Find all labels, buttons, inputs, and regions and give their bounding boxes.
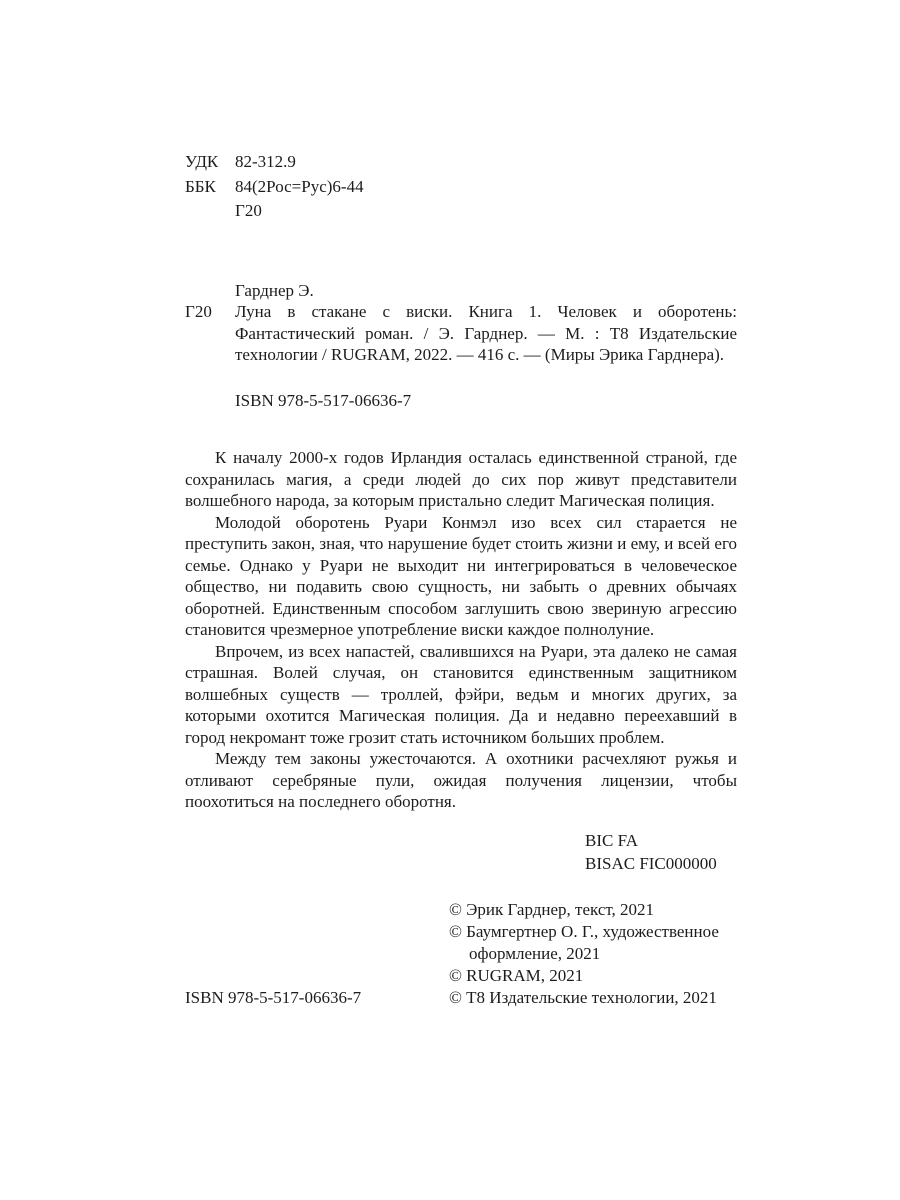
udk-label: УДК (185, 152, 219, 171)
annotation-paragraph: Между тем законы ужесточаются. А охотники расчехляют ружья и отливают серебряные пули, ожидая получения лицензии, чтобы поохотиться на последнего оборотня. (185, 749, 737, 811)
trade-codes-block (585, 829, 737, 875)
bic-code: BIC FA (585, 830, 639, 850)
bbk-row (185, 175, 737, 200)
udk-value: 82-312.9 (235, 152, 296, 171)
isbn-line: ISBN 978-5-517-06636-7 (235, 390, 412, 410)
copyright-item: © Т8 Издательские технологии, 2021 (449, 987, 717, 1007)
bib-entry-text: Луна в стакане с виски. Книга 1. Человек и оборотень: Фантастический роман. / Э. Гарднер. — М. : Т8 Издательские технологии / RUGRAM, 2022. — 416 с. — (Миры Эрика Гарднера). (235, 302, 737, 364)
footer-section (185, 899, 737, 1009)
bbk-value: 84(2Рос=Рус)6-44 (235, 176, 364, 196)
annotation-paragraph: Впрочем, из всех напастей, свалившихся на Руари, эта далеко не самая страшная. Волей случая, он становится единственным защитником волшебных существ — троллей, фэйри, ведьм и многих других, за которыми охотится Магическая полиция. Да и недавно переехавший в город некромант тоже грозит стать источником больших проблем. (185, 641, 737, 747)
annotation-block (185, 447, 737, 813)
classification-block (185, 150, 737, 224)
author-code-row (185, 199, 737, 224)
annotation-paragraph: К началу 2000-х годов Ирландия осталась единственной страной, где сохранилась магия, а среди людей до сих пор живут представители волшебного народа, за которым пристально следит Магическая полиция. (185, 448, 737, 510)
bbk-label: ББК (185, 176, 216, 196)
copyright-item: © Эрик Гарднер, текст, 2021 (449, 899, 655, 919)
author-code-label (185, 199, 235, 224)
copyright-block (449, 899, 737, 1009)
copyright-item: © Баумгертнер О. Г., художественное оформление, 2021 (449, 921, 719, 963)
bibliographic-record (185, 280, 737, 412)
udk-row (185, 150, 737, 175)
bisac-code: BISAC FIC000000 (585, 853, 717, 873)
bib-author: Гарднер Э. (235, 280, 314, 300)
author-code-value: Г20 (235, 201, 262, 220)
bib-entry-row (185, 301, 737, 366)
bib-code: Г20 (185, 302, 212, 321)
footer-isbn: ISBN 978-5-517-06636-7 (185, 988, 362, 1007)
annotation-paragraph: Молодой оборотень Руари Конмэл изо всех сил старается не преступить закон, зная, что нарушение будет стоить жизни и ему, и всей его семье. Однако у Руари не выходит ни интегрироваться в человеческое общество, ни подавить свою сущность, ни забыть о древних обычаях оборотней. Единственным способом заглушить свою звериную агрессию становится чрезмерное употребление виски каждое полнолуние. (185, 512, 737, 639)
copyright-item: © RUGRAM, 2021 (449, 965, 584, 985)
